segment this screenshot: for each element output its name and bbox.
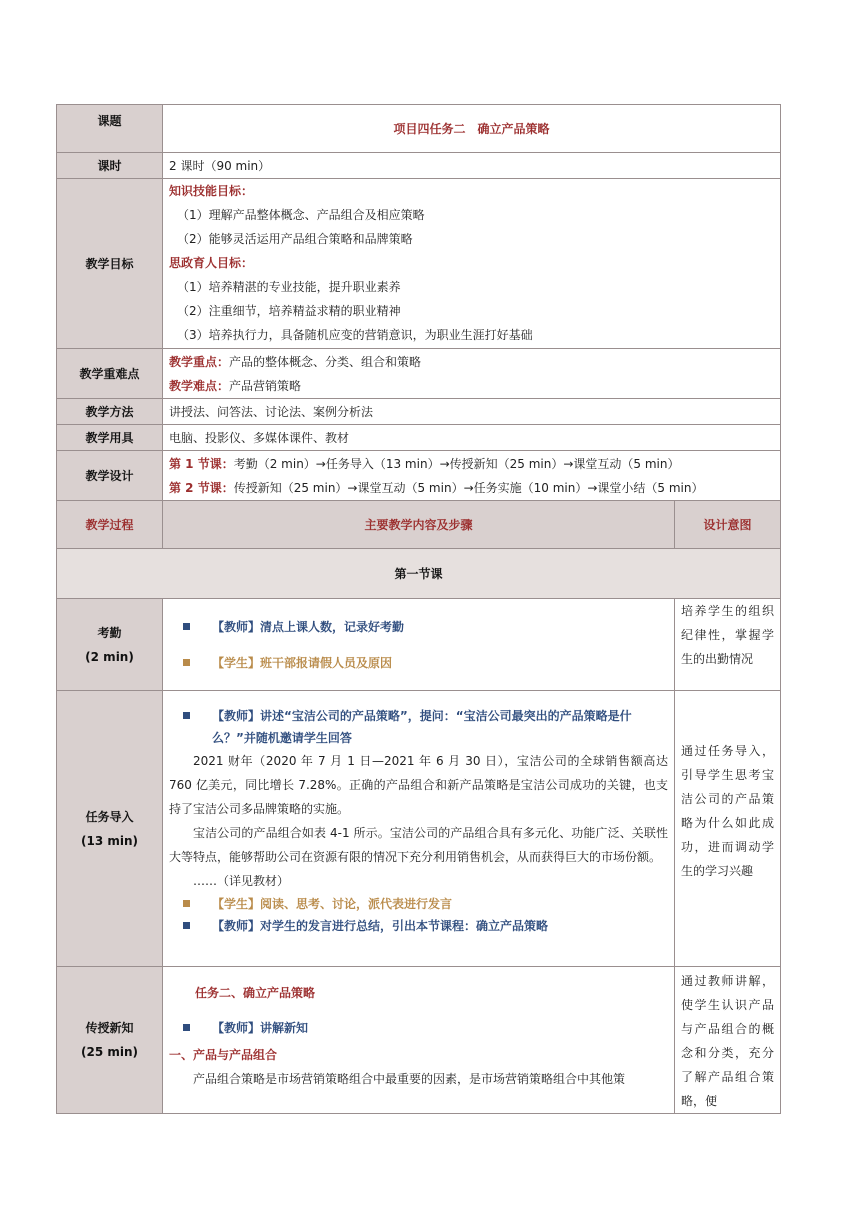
key-value: 产品的整体概念、分类、组合和策略 (229, 354, 422, 369)
knowledge-item: （2）能够灵活运用产品组合策略和品牌策略 (177, 232, 413, 246)
hours-row (57, 153, 781, 179)
stage-time: (2 min) (85, 649, 134, 664)
bullet-teacher: 【教师】讲解新知 (169, 1017, 668, 1039)
task-title: 任务二、确立产品策略 (195, 986, 316, 1000)
topic-label: 课题 (57, 105, 163, 153)
tools-row (57, 425, 781, 451)
design-content (163, 451, 781, 501)
bullet-teacher: 【教师】讲述“宝洁公司的产品策略”，提问：“宝洁公司最突出的产品策略是什么？”并随机邀请学生回答 (169, 705, 668, 749)
content-cell (163, 691, 675, 967)
methods-row (57, 399, 781, 425)
stage-time: (25 min) (80, 1045, 138, 1059)
goals-content (163, 179, 781, 349)
stage-name: 传授新知 (85, 1021, 134, 1035)
case-paragraph: 宝洁公司的产品组合如表 4-1 所示。宝洁公司的产品组合具有多元化、功能广泛、关联性大等特点，能够帮助公司在资源有限的情况下充分利用销售机会，从而获得巨大的市场份额。 (169, 826, 668, 864)
bullet-teacher: 【教师】清点上课人数，记录好考勤 (169, 616, 668, 638)
content-cell (163, 967, 675, 1114)
design-row (57, 451, 781, 501)
square-bullet-icon (183, 1024, 190, 1031)
content-cell (163, 599, 675, 691)
intent-cell: 通过教师讲解，使学生认识产品与产品组合的概念和分类，充分了解产品组合策略，便 (675, 967, 781, 1114)
stage-cell (57, 967, 163, 1114)
page-title: 项目四任务二 确立产品策略 (163, 105, 781, 153)
stage-name: 任务导入 (85, 809, 134, 824)
ideology-item: （2）注重细节，培养精益求精的职业精神 (177, 304, 401, 318)
ideology-item: （3）培养执行力，具备随机应变的营销意识，为职业生涯打好基础 (177, 328, 533, 342)
keypoints-row (57, 349, 781, 399)
section-row (57, 549, 781, 599)
keypoints-content (163, 349, 781, 399)
case-paragraph: 2021 财年（2020 年 7 月 1 日—2021 年 6 月 30 日），宝洁公司的全球销售额高达 760 亿美元，同比增长 7.28%。正确的产品组合和新产品策略是宝洁公司成功的关键，也支持了宝洁公司多品牌策略的实施。 (169, 754, 668, 816)
teach-row (57, 967, 781, 1114)
intent-cell: 通过任务导入，引导学生思考宝洁公司的产品策略为什么如此成功，进而调动学生的学习兴趣 (675, 691, 781, 967)
bullet-teacher: 【教师】对学生的发言进行总结，引出本节课程：确立产品策略 (169, 915, 668, 937)
keypoints-label: 教学重难点 (57, 349, 163, 399)
design-1-value: 考勤（2 min）→任务导入（13 min）→传授新知（25 min）→课堂互动（5 min） (233, 456, 680, 471)
square-bullet-icon (183, 922, 190, 929)
methods-label: 教学方法 (57, 399, 163, 425)
diff-label: 教学难点： (169, 378, 230, 393)
ideology-item: （1）培养精湛的专业技能，提升职业素养 (177, 280, 401, 294)
bullet-student: 【学生】阅读、思考、讨论，派代表进行发言 (169, 893, 668, 915)
stage-time: (13 min) (80, 833, 138, 848)
design-2-value: 传授新知（25 min）→课堂互动（5 min）→任务实施（10 min）→课堂小结（5 min） (233, 480, 704, 495)
knowledge-heading: 知识技能目标： (169, 184, 254, 198)
intro-row (57, 691, 781, 967)
intent-cell: 培养学生的组织纪律性，掌握学生的出勤情况 (675, 599, 781, 691)
section-title: 第一节课 (57, 549, 781, 599)
square-bullet-icon (183, 900, 190, 907)
stage-name: 考勤 (97, 625, 122, 640)
attendance-row (57, 599, 781, 691)
hours-label: 课时 (57, 153, 163, 179)
design-2-label: 第 2 节课： (169, 480, 234, 495)
square-bullet-icon (183, 712, 190, 719)
design-1-label: 第 1 节课： (169, 456, 234, 471)
stage-cell (57, 691, 163, 967)
tools-label: 教学用具 (57, 425, 163, 451)
hours-value: 2 课时（90 min） (163, 153, 781, 179)
design-label: 教学设计 (57, 451, 163, 501)
col-header-intent: 设计意图 (675, 501, 781, 549)
process-header-row (57, 501, 781, 549)
ideology-heading: 思政育人目标： (169, 256, 254, 270)
diff-value: 产品营销策略 (229, 378, 302, 393)
section-heading: 一、产品与产品组合 (169, 1048, 278, 1062)
goals-row (57, 179, 781, 349)
stage-cell (57, 599, 163, 691)
col-header-process: 教学过程 (57, 501, 163, 549)
square-bullet-icon (183, 659, 190, 666)
topic-row (57, 105, 781, 153)
square-bullet-icon (183, 623, 190, 630)
methods-value: 讲授法、问答法、讨论法、案例分析法 (163, 399, 781, 425)
lesson-plan-table (56, 104, 781, 1114)
col-header-content: 主要教学内容及步骤 (163, 501, 675, 549)
key-label: 教学重点： (169, 354, 230, 369)
tools-value: 电脑、投影仪、多媒体课件、教材 (163, 425, 781, 451)
goals-label: 教学目标 (57, 179, 163, 349)
bullet-student: 【学生】班干部报请假人员及原因 (169, 652, 668, 674)
knowledge-item: （1）理解产品整体概念、产品组合及相应策略 (177, 208, 425, 222)
content-paragraph: 产品组合策略是市场营销策略组合中最重要的因素，是市场营销策略组合中其他策 (193, 1072, 626, 1086)
case-paragraph: ……（详见教材） (193, 874, 290, 888)
